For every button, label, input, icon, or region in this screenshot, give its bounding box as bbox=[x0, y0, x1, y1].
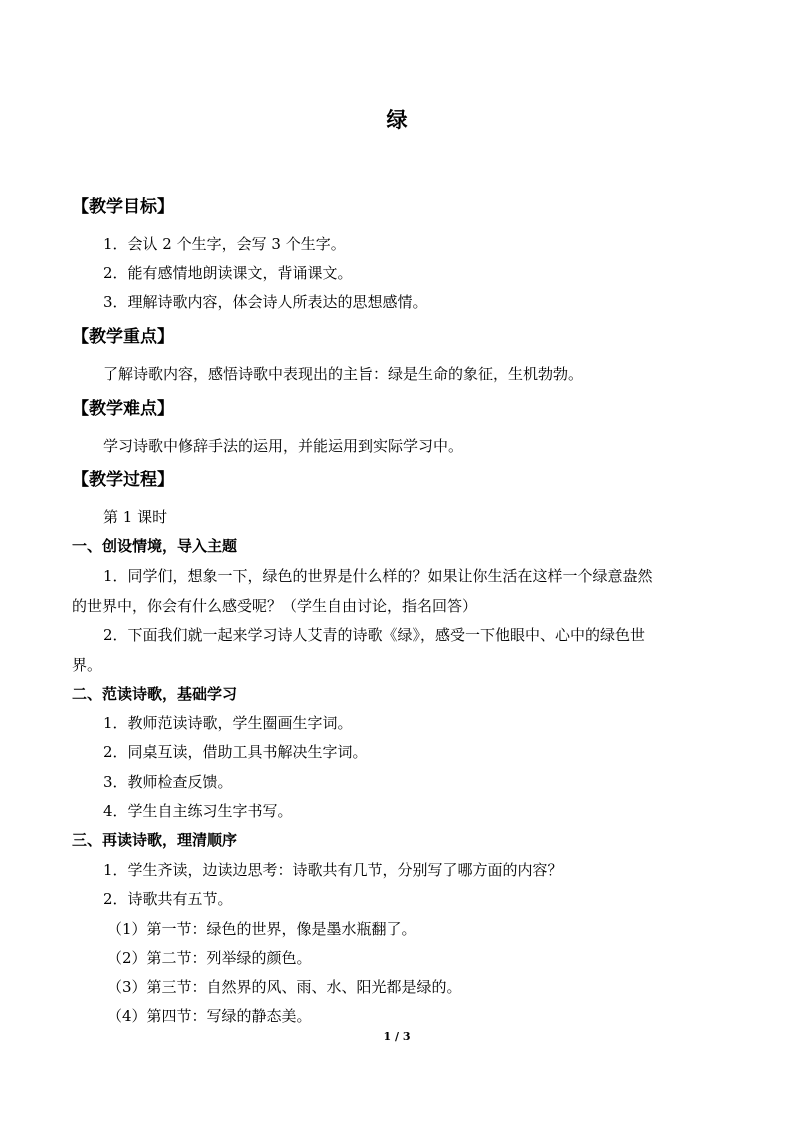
part1-item1-line1: 1．同学们，想象一下，绿色的世界是什么样的？如果让你生活在这样一个绿意盎然 bbox=[103, 567, 653, 585]
document-title: 绿 bbox=[386, 107, 408, 132]
lesson-label: 第 1 课时 bbox=[103, 508, 168, 526]
part2-item: 2．同桌互读，借助工具书解决生字词。 bbox=[103, 743, 368, 761]
section-heading-key-points: 【教学重点】 bbox=[72, 327, 174, 347]
section-heading-difficulties: 【教学难点】 bbox=[72, 399, 174, 419]
part3-item: 2．诗歌共有五节。 bbox=[103, 890, 233, 908]
key-points-text: 了解诗歌内容，感悟诗歌中表现出的主旨：绿是生命的象征，生机勃勃。 bbox=[103, 365, 584, 383]
section-heading-goals: 【教学目标】 bbox=[72, 197, 174, 217]
page-number: 1 / 3 bbox=[383, 1030, 411, 1043]
part3-sub-item: （1）第一节：绿色的世界，像是墨水瓶翻了。 bbox=[107, 920, 417, 938]
difficulties-text: 学习诗歌中修辞手法的运用，并能运用到实际学习中。 bbox=[103, 437, 464, 455]
section-heading-process: 【教学过程】 bbox=[72, 470, 174, 490]
goal-item: 2．能有感情地朗读课文，背诵课文。 bbox=[103, 264, 353, 282]
part1-item2-line2: 界。 bbox=[72, 656, 103, 674]
part3-sub-item: （3）第三节：自然界的风、雨、水、阳光都是绿的。 bbox=[107, 978, 462, 996]
part1-item2-line1: 2．下面我们就一起来学习诗人艾青的诗歌《绿》，感受一下他眼中、心中的绿色世 bbox=[103, 626, 646, 644]
goal-item: 3．理解诗歌内容，体会诗人所表达的思想感情。 bbox=[103, 293, 428, 311]
part3-sub-item: （2）第二节：列举绿的颜色。 bbox=[107, 949, 312, 967]
goal-item: 1．会认 2 个生字，会写 3 个生字。 bbox=[103, 235, 346, 253]
part3-heading: 三、再读诗歌，理清顺序 bbox=[72, 831, 238, 849]
part1-heading: 一、创设情境，导入主题 bbox=[72, 537, 238, 555]
part2-heading: 二、范读诗歌，基础学习 bbox=[72, 685, 238, 703]
part2-item: 3．教师检查反馈。 bbox=[103, 773, 233, 791]
part3-sub-item: （4）第四节：写绿的静态美。 bbox=[107, 1007, 312, 1025]
part2-item: 4．学生自主练习生字书写。 bbox=[103, 802, 293, 820]
part2-item: 1．教师范读诗歌，学生圈画生字词。 bbox=[103, 714, 353, 732]
part1-item1-line2: 的世界中，你会有什么感受呢？（学生自由讨论，指名回答） bbox=[72, 597, 478, 615]
part3-item: 1．学生齐读，边读边思考：诗歌共有几节，分别写了哪方面的内容？ bbox=[103, 861, 563, 879]
